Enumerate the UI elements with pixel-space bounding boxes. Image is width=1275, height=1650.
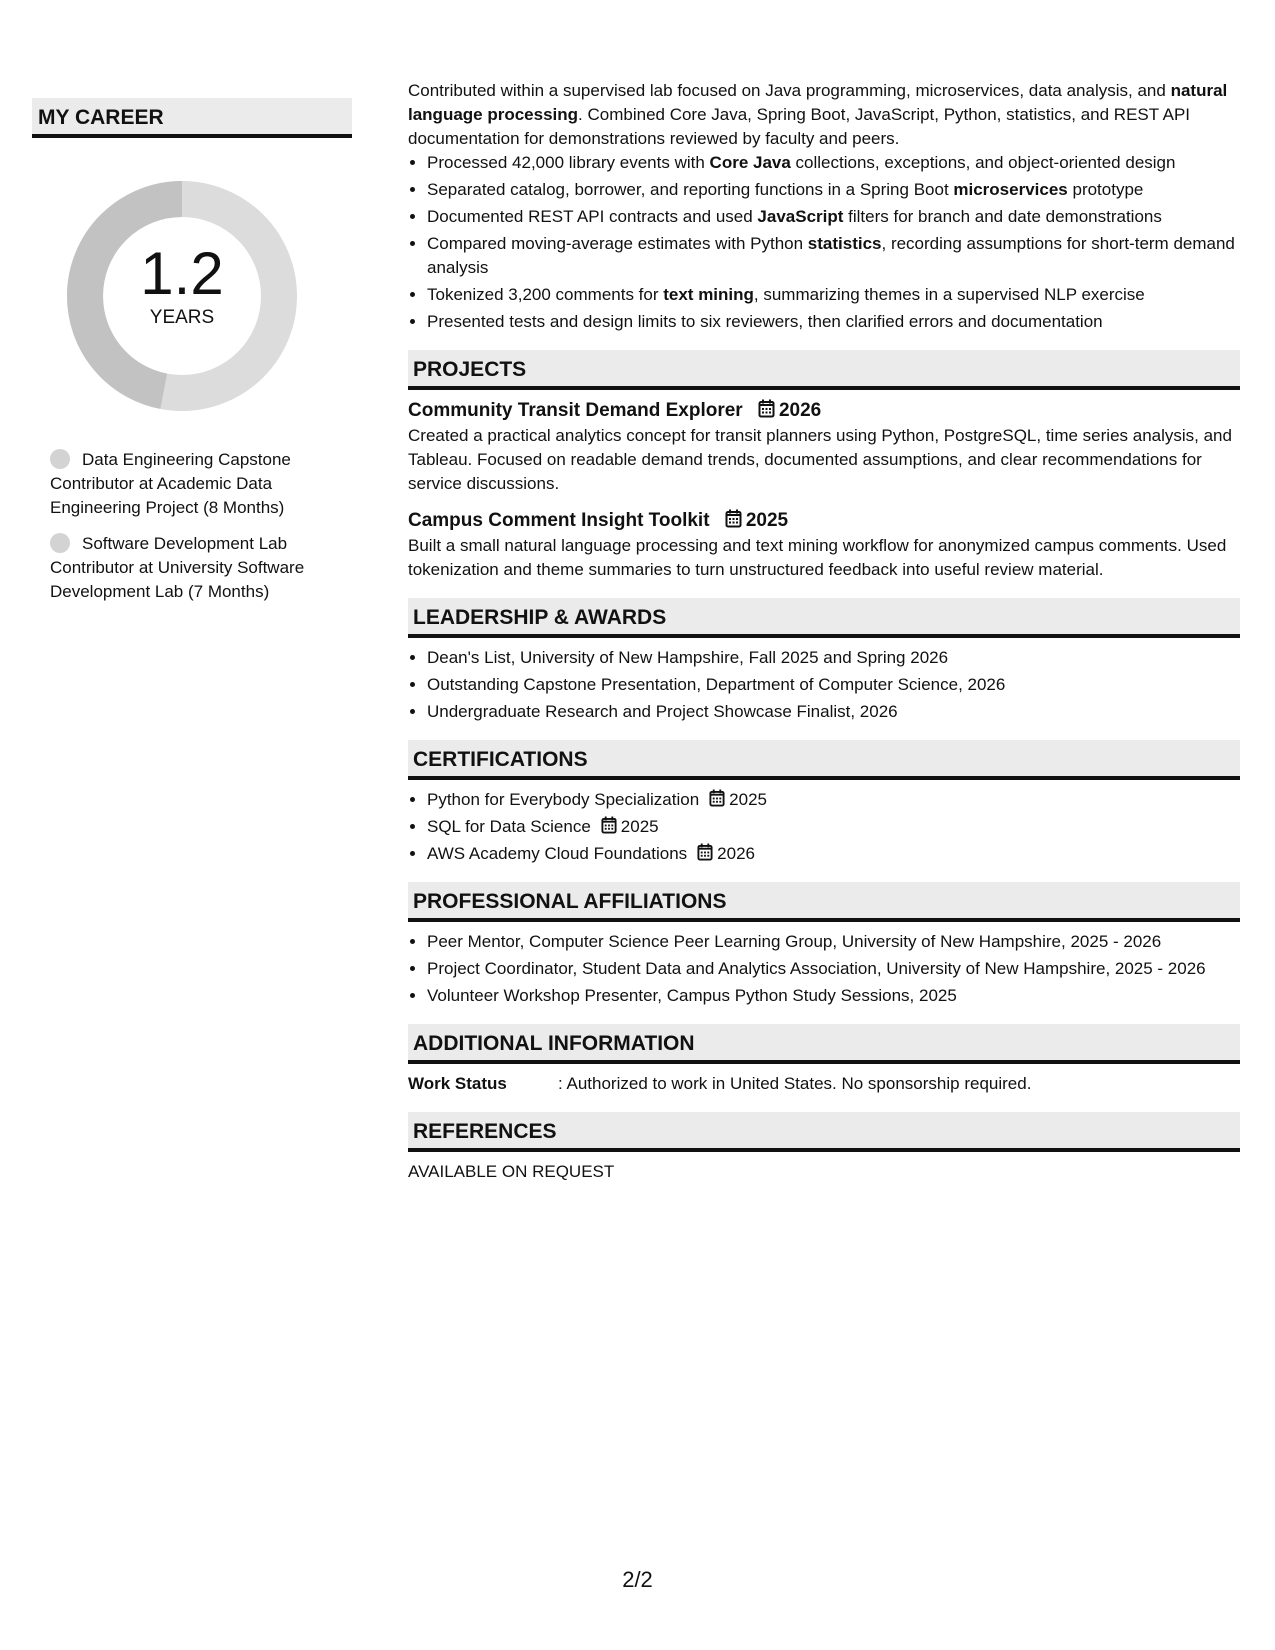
bullet-keyword: JavaScript [757,207,844,226]
bullet-text: prototype [1067,180,1144,199]
bullet-text: , summarizing themes in a supervised NLP exercise [753,285,1145,304]
page-number: 2/2 [622,1567,653,1592]
experience-donut [66,180,298,412]
experience-bullet [427,151,1240,175]
award-item: • Undergraduate Research and Project Showcase Finalist, 2026 [427,700,1240,724]
affiliation-item: • Project Coordinator, Student Data and Analytics Association, University of New Hampshire, 2025 - 2026 [427,957,1240,981]
summary-text: . Combined Core Java, Spring Boot, JavaScript, Python, statistics, and REST API documentation for demonstrations reviewed by faculty and peers. [408,105,1191,148]
circle-bullet-icon [50,449,70,469]
experience-bullet [427,232,1240,280]
bullet-keyword: microservices [953,180,1068,199]
references-text: AVAILABLE ON REQUEST [408,1162,615,1181]
career-heading: MY CAREER [32,98,352,138]
calendar-icon [758,399,775,418]
certification-year: 2026 [717,844,755,863]
career-item-text: Software Development Lab Contributor at University Software Development Lab (7 Months) [50,534,305,601]
bullet-text: Presented tests and design limits to six reviewers, then clarified errors and documentation [427,312,1103,331]
bullet-text: filters for branch and date demonstrations [843,207,1162,226]
project-title-line [408,508,1240,534]
bullet-text: Processed 42,000 library events with [427,153,710,172]
bullet-keyword: statistics [807,234,882,253]
certification-name: Python for Everybody Specialization [427,790,700,809]
awards-list [408,646,1240,724]
project-title: Community Transit Demand Explorer [408,400,743,421]
bullet-text: Documented REST API contracts and used [427,207,758,226]
certification-name: SQL for Data Science [427,817,591,836]
certification-item [427,842,1240,866]
affiliation-item: • Peer Mentor, Computer Science Peer Learning Group, University of New Hampshire, 2025 - 2026 [427,930,1240,954]
certification-item [427,788,1240,812]
career-item-text: Data Engineering Capstone Contributor at Academic Data Engineering Project (8 Months) [50,450,291,517]
donut-center [66,180,298,412]
bullet-text: Compared moving-average estimates with Python [427,234,808,253]
experience-bullet [427,310,1240,334]
award-item: • Dean's List, University of New Hampshire, Fall 2025 and Spring 2026 [427,646,1240,670]
project-title: Campus Comment Insight Toolkit [408,510,710,531]
work-status-row [408,1072,1240,1096]
calendar-icon [725,509,742,528]
left-column [32,98,352,616]
awards-heading: LEADERSHIP & AWARDS [408,598,1240,638]
circle-bullet-icon [50,533,70,553]
references-heading: REFERENCES [408,1112,1240,1152]
bullet-text: collections, exceptions, and object-oriented design [790,153,1176,172]
calendar-icon [709,789,725,807]
project-title-line [408,398,1240,424]
affiliation-item: • Volunteer Workshop Presenter, Campus Python Study Sessions, 2025 [427,984,1240,1008]
years-value: 1.2 [140,240,224,307]
certifications-list [408,788,1240,866]
bullet-keyword: text mining [663,285,754,304]
bullet-text: Separated catalog, borrower, and reporting functions in a Spring Boot [427,180,954,199]
certification-year: 2025 [729,790,767,809]
project-year: 2026 [778,400,822,421]
experience-summary [408,79,1240,151]
affiliations-list [408,930,1240,1008]
bullet-keyword: Core Java [709,153,791,172]
work-status-label: Work Status [408,1074,507,1093]
experience-bullet [427,283,1240,307]
right-column [408,79,1240,1184]
certifications-heading: CERTIFICATIONS [408,740,1240,780]
certification-name: AWS Academy Cloud Foundations [427,844,688,863]
calendar-icon [601,816,617,834]
work-status-value: : Authorized to work in United States. No sponsorship required. [558,1074,1032,1093]
experience-bullet [427,205,1240,229]
years-unit: YEARS [149,307,215,328]
experience-bullets [408,151,1240,334]
summary-text: Contributed within a supervised lab focused on Java programming, microservices, data analysis, and [408,81,1171,100]
project-item [408,398,1240,496]
career-list [50,448,320,604]
experience-bullet [427,178,1240,202]
calendar-icon [697,843,713,861]
additional-info-heading: ADDITIONAL INFORMATION [408,1024,1240,1064]
project-description: Built a small natural language processing and text mining workflow for anonymized campus comments. Used tokenization and theme summaries to turn unstructured feedback into useful review material. [408,536,1227,579]
summary-keyword: natural language processing [408,81,1228,124]
project-year: 2025 [745,510,789,531]
certification-item [427,815,1240,839]
project-item [408,508,1240,582]
certification-year: 2025 [620,817,659,836]
affiliations-heading: PROFESSIONAL AFFILIATIONS [408,882,1240,922]
career-item [50,448,320,520]
bullet-text: Tokenized 3,200 comments for [427,285,664,304]
bullet-text: , recording assumptions for short-term demand analysis [427,234,1235,277]
projects-heading: PROJECTS [408,350,1240,390]
project-description: Created a practical analytics concept for transit planners using Python, PostgreSQL, time series analysis, and Tableau. Focused on readable demand trends, documented assumptions, and clear recommendations for service discussions. [408,426,1232,493]
award-item: • Outstanding Capstone Presentation, Department of Computer Science, 2026 [427,673,1240,697]
career-item [50,532,320,604]
